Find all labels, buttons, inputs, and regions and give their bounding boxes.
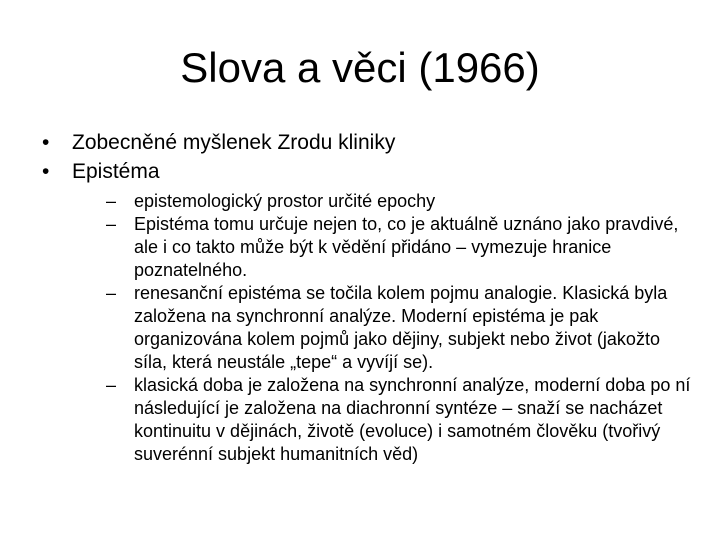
sub-bullet-item	[72, 190, 694, 213]
sub-bullet-item	[72, 374, 694, 466]
sub-bullet-text: klasická doba je založena na synchronní analýze, moderní doba po ní následující je založena na diachronní syntéze – snaží se nacházet kontinuitu v dějinách, životě (evoluce) i samotném člověku (tvořivý suverénní subjekt humanitních věd)	[134, 375, 691, 464]
bullet-item	[40, 128, 690, 157]
bullet-mark: •	[42, 131, 50, 154]
dash-mark: –	[106, 375, 117, 395]
bullet-text: Epistéma	[72, 160, 160, 183]
dash-mark: –	[106, 283, 117, 303]
bullet-list	[40, 128, 690, 466]
sub-bullet-item	[72, 282, 694, 374]
bullet-text: Zobecněné myšlenek Zrodu kliniky	[72, 131, 396, 154]
dash-mark: –	[106, 191, 117, 211]
sub-bullet-text: renesanční epistéma se točila kolem pojmu analogie. Klasická byla založena na synchronní analýze. Moderní epistéma je pak organizována kolem pojmů jako dějiny, subjekt nebo život (jakožto síla, která neustále „tepe“ a vyvíjí se).	[134, 283, 668, 372]
sub-bullet-text: Epistéma tomu určuje nejen to, co je aktuálně uznáno jako pravdivé, ale i co takto může být k vědění přidáno – vymezuje hranice poznatelného.	[134, 214, 679, 280]
sub-bullet-item	[72, 213, 694, 282]
sub-bullet-list	[72, 190, 690, 466]
bullet-item	[40, 157, 690, 466]
dash-mark: –	[106, 214, 117, 234]
bullet-mark: •	[42, 160, 50, 183]
sub-bullet-text: epistemologický prostor určité epochy	[134, 191, 436, 211]
slide-title: Slova a věci (1966)	[180, 44, 540, 91]
